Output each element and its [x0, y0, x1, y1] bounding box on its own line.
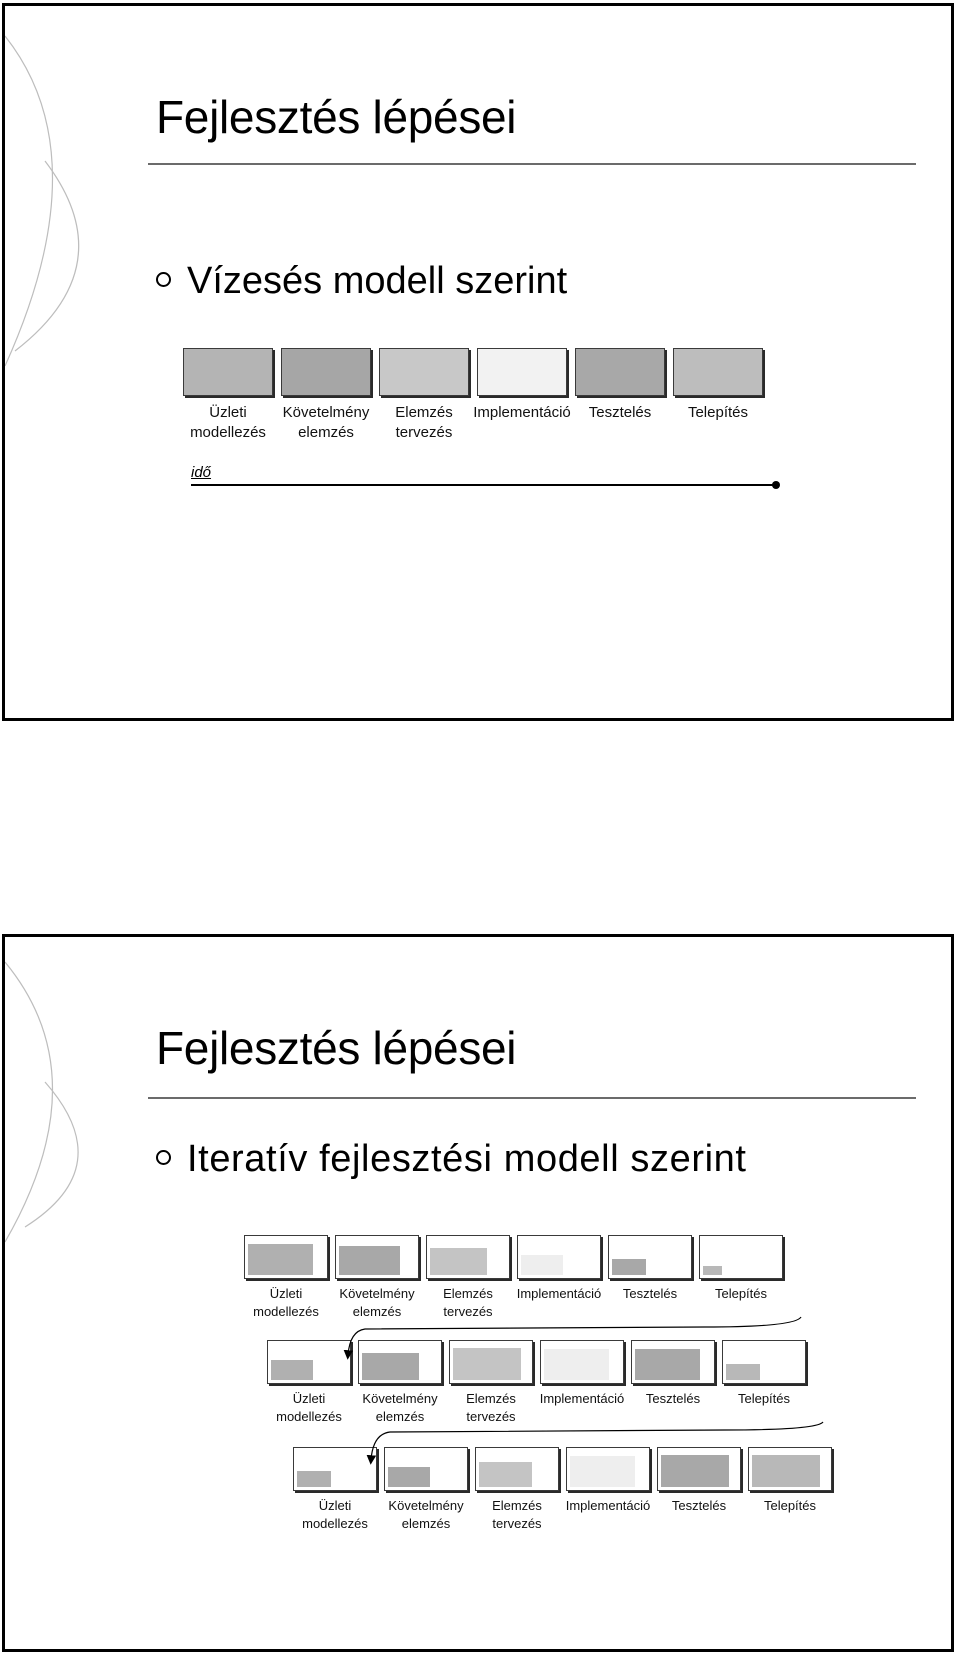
- iteration-phase-label: Üzleti modellezés: [276, 1391, 342, 1424]
- iteration-phase-label: Üzleti modellezés: [253, 1286, 319, 1319]
- bullet-text: Iteratív fejlesztési modell szerint: [187, 1138, 747, 1180]
- phase-label: Tesztelés: [588, 404, 652, 421]
- phase-label: Telepítés: [687, 404, 749, 421]
- iteration-phase-label: Követelmény elemzés: [388, 1498, 464, 1531]
- flow-arrow-2: [371, 1422, 823, 1460]
- phase-label: Üzleti modellezés: [190, 404, 266, 441]
- iteration-phase-label: Követelmény elemzés: [362, 1391, 438, 1424]
- iteration-phase-label: Implementáció: [565, 1498, 651, 1513]
- title-divider: [148, 163, 916, 165]
- iteration-phase-label: Telepítés: [737, 1391, 791, 1406]
- iteration-phase-label: Implementáció: [516, 1286, 602, 1301]
- phase-box: [379, 348, 469, 396]
- decorative-arcs: [5, 6, 115, 406]
- time-axis-label: idő: [191, 464, 212, 481]
- iteration-phase-label: Telepítés: [714, 1286, 768, 1301]
- iteration-phase-label: Tesztelés: [671, 1498, 727, 1513]
- phase-box: [477, 348, 567, 396]
- slide-iterative: [2, 934, 954, 1652]
- iteration-phase-label: Implementáció: [539, 1391, 625, 1406]
- iteration-phase-label: Telepítés: [763, 1498, 817, 1513]
- iteration-phase-label: Üzleti modellezés: [302, 1498, 368, 1531]
- time-axis-line: [191, 484, 777, 486]
- iteration-phase-label: Tesztelés: [622, 1286, 678, 1301]
- time-axis-end-dot: [772, 481, 780, 489]
- slide-title: Fejlesztés lépései: [156, 91, 517, 143]
- iteration-flow-arrows: [5, 937, 954, 1652]
- iteration-phase-label: Elemzés tervezés: [492, 1498, 542, 1531]
- slide-title: Fejlesztés lépései: [156, 1022, 517, 1074]
- bullet-item: [156, 262, 567, 300]
- phase-box: [673, 348, 763, 396]
- phase-box: [575, 348, 665, 396]
- iteration-phase-label: Elemzés tervezés: [466, 1391, 516, 1424]
- slide-waterfall: [2, 3, 954, 721]
- phase-label: Implementáció: [473, 404, 571, 421]
- phase-label: Elemzés tervezés: [395, 404, 453, 441]
- iteration-phase-label: Tesztelés: [645, 1391, 701, 1406]
- iteration-phase-label: Követelmény elemzés: [339, 1286, 415, 1319]
- phase-label: Követelmény elemzés: [282, 404, 370, 441]
- bullet-circle-icon: [156, 272, 171, 287]
- iteration-phase-label: Elemzés tervezés: [443, 1286, 493, 1319]
- bullet-text: Vízesés modell szerint: [187, 260, 568, 302]
- phase-box: [183, 348, 273, 396]
- phase-box: [281, 348, 371, 396]
- flow-arrow-1: [348, 1317, 801, 1355]
